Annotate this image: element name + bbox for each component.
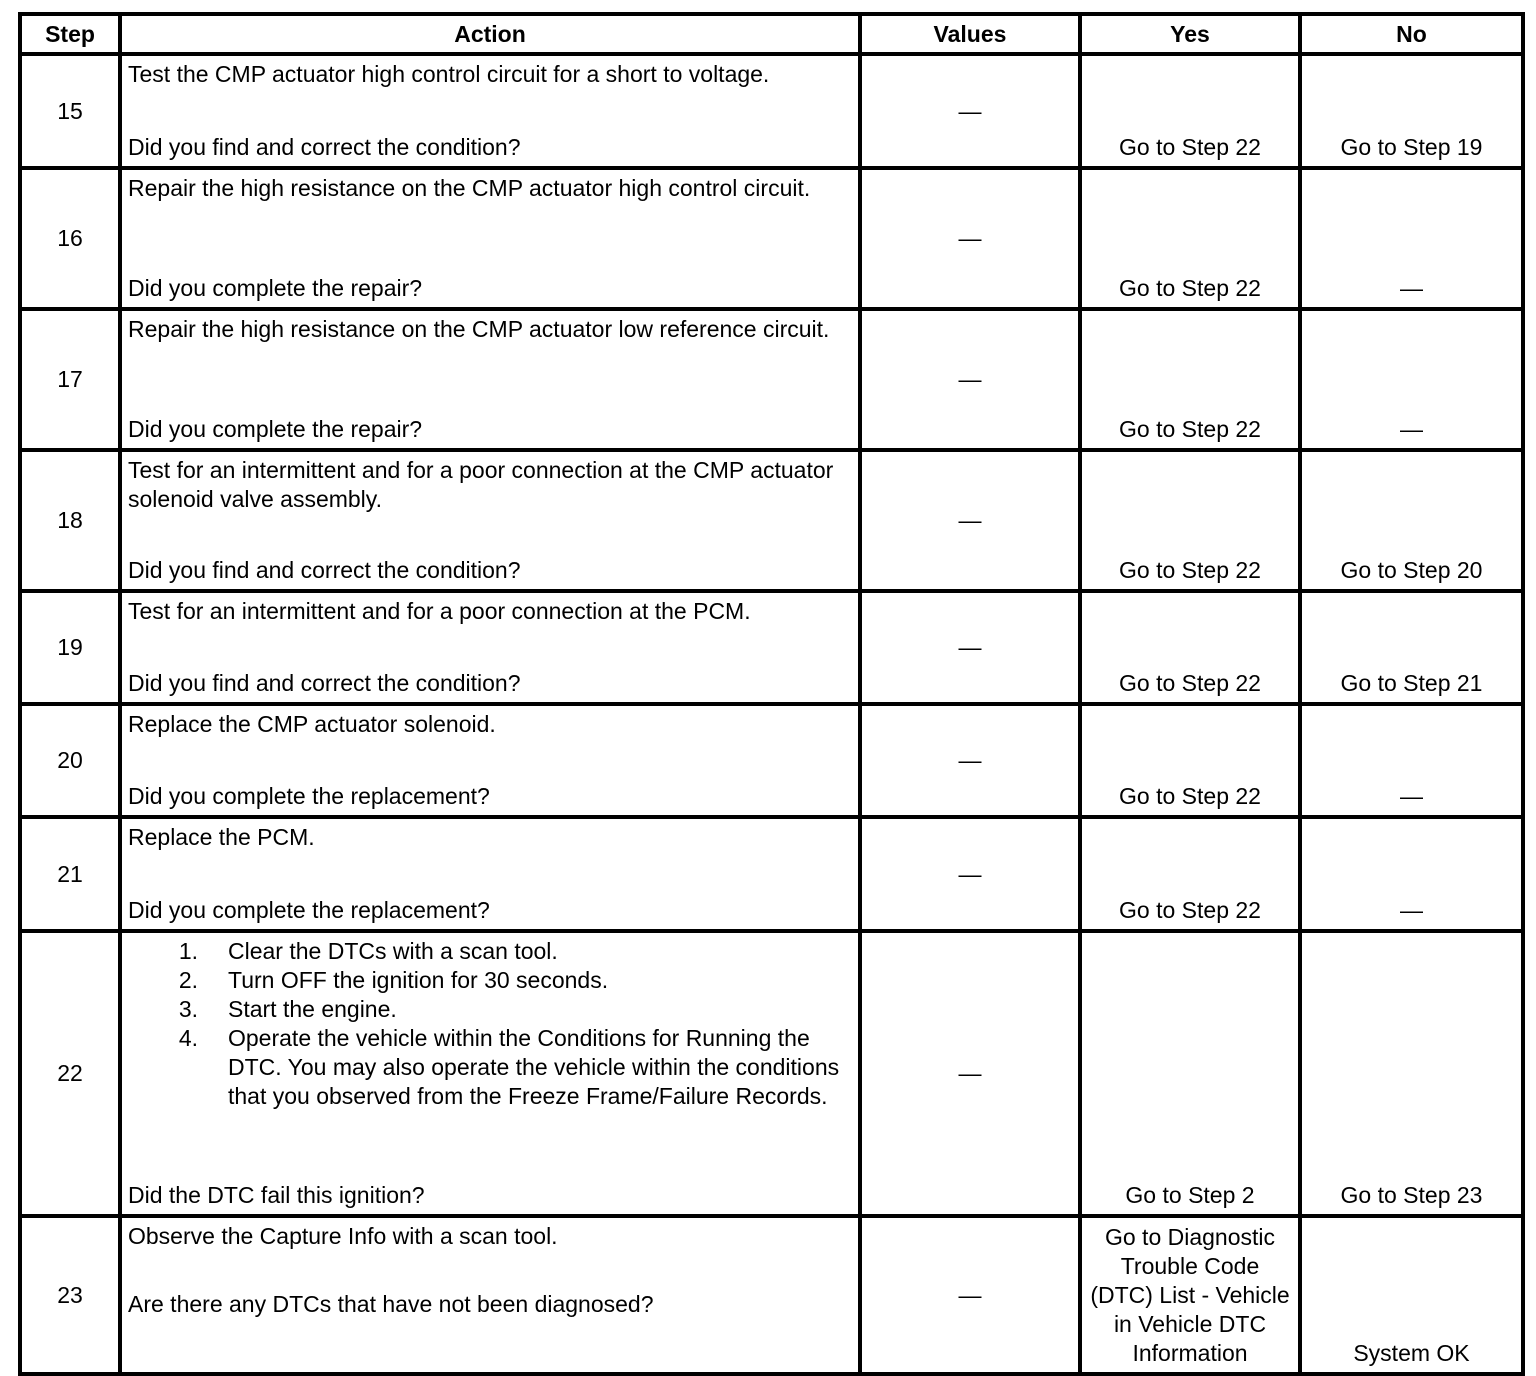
table-row (20, 309, 1523, 450)
yes-cell: Go to Step 22 (1080, 450, 1300, 591)
table-row (20, 54, 1523, 168)
table-row (20, 817, 1523, 931)
action-cell (120, 704, 860, 817)
values-cell: — (860, 817, 1080, 931)
action-question: Did you complete the repair? (128, 416, 423, 442)
no-cell: Go to Step 23 (1300, 931, 1523, 1216)
no-cell: — (1300, 309, 1523, 450)
action-cell (120, 450, 860, 591)
yes-cell: Go to Diagnostic Trouble Code (DTC) List - Vehicle in Vehicle DTC Information (1080, 1216, 1300, 1374)
action-text: Test the CMP actuator high control circuit for a short to voltage. (128, 61, 770, 87)
action-question: Did you complete the replacement? (128, 897, 490, 923)
step-number: 20 (20, 704, 120, 817)
action-cell (120, 168, 860, 309)
step-number: 17 (20, 309, 120, 450)
substep-text: Operate the vehicle within the Conditions for Running the DTC. You may also operate the vehicle within the conditions that you observed from the Freeze Frame/Failure Records. (228, 1025, 840, 1109)
yes-cell: Go to Step 22 (1080, 54, 1300, 168)
substep-text: Turn OFF the ignition for 30 seconds. (228, 967, 609, 993)
substep-number: 4. (178, 1025, 198, 1051)
action-cell (120, 309, 860, 450)
no-cell: Go to Step 19 (1300, 54, 1523, 168)
table-row (20, 591, 1523, 704)
substep-number: 3. (178, 996, 198, 1022)
table-row (20, 1216, 1523, 1374)
no-cell: Go to Step 21 (1300, 591, 1523, 704)
values-cell: — (860, 54, 1080, 168)
action-text: Repair the high resistance on the CMP actuator high control circuit. (128, 175, 811, 201)
list-item (128, 995, 848, 1024)
action-text: Observe the Capture Info with a scan tool. (128, 1223, 558, 1249)
substep-text: Clear the DTCs with a scan tool. (228, 938, 558, 964)
values-cell: — (860, 450, 1080, 591)
action-cell (120, 817, 860, 931)
action-cell (120, 931, 860, 1216)
action-question: Are there any DTCs that have not been diagnosed? (128, 1291, 654, 1317)
diagnostic-table (18, 12, 1525, 1376)
no-cell: — (1300, 817, 1523, 931)
table-row (20, 931, 1523, 1216)
no-cell: System OK (1300, 1216, 1523, 1374)
action-cell (120, 1216, 860, 1374)
action-cell (120, 591, 860, 704)
action-question: Did you find and correct the condition? (128, 557, 521, 583)
step-number: 19 (20, 591, 120, 704)
substep-number: 2. (178, 967, 198, 993)
no-cell: Go to Step 20 (1300, 450, 1523, 591)
values-cell: — (860, 309, 1080, 450)
yes-cell: Go to Step 22 (1080, 168, 1300, 309)
list-item (128, 937, 848, 966)
header-row (20, 14, 1523, 54)
action-text: Test for an intermittent and for a poor connection at the PCM. (128, 598, 751, 624)
action-question: Did you find and correct the condition? (128, 670, 521, 696)
action-question: Did you complete the replacement? (128, 783, 490, 809)
yes-cell: Go to Step 22 (1080, 817, 1300, 931)
yes-cell: Go to Step 22 (1080, 309, 1300, 450)
table-row (20, 704, 1523, 817)
yes-cell: Go to Step 22 (1080, 591, 1300, 704)
header-yes: Yes (1080, 14, 1300, 54)
step-number: 23 (20, 1216, 120, 1374)
values-cell: — (860, 1216, 1080, 1374)
yes-cell: Go to Step 2 (1080, 931, 1300, 1216)
substep-text: Start the engine. (228, 996, 397, 1022)
values-cell: — (860, 591, 1080, 704)
substep-number: 1. (178, 938, 198, 964)
action-cell (120, 54, 860, 168)
no-cell: — (1300, 168, 1523, 309)
action-text: Repair the high resistance on the CMP actuator low reference circuit. (128, 316, 830, 342)
header-step: Step (20, 14, 120, 54)
list-item (128, 1024, 848, 1111)
table-row (20, 168, 1523, 309)
step-number: 16 (20, 168, 120, 309)
header-action: Action (120, 14, 860, 54)
table-row (20, 450, 1523, 591)
action-question: Did you complete the repair? (128, 275, 423, 301)
action-text: Replace the CMP actuator solenoid. (128, 711, 496, 737)
no-cell: — (1300, 704, 1523, 817)
action-text: Test for an intermittent and for a poor connection at the CMP actuator solenoid valve assembly. (128, 457, 834, 512)
action-substeps (128, 937, 848, 1181)
values-cell: — (860, 168, 1080, 309)
header-values: Values (860, 14, 1080, 54)
step-number: 15 (20, 54, 120, 168)
action-question: Did the DTC fail this ignition? (128, 1182, 425, 1208)
yes-cell: Go to Step 22 (1080, 704, 1300, 817)
values-cell: — (860, 931, 1080, 1216)
action-text: Replace the PCM. (128, 824, 315, 850)
step-number: 22 (20, 931, 120, 1216)
list-item (128, 966, 848, 995)
step-number: 21 (20, 817, 120, 931)
action-question: Did you find and correct the condition? (128, 134, 521, 160)
header-no: No (1300, 14, 1523, 54)
values-cell: — (860, 704, 1080, 817)
step-number: 18 (20, 450, 120, 591)
